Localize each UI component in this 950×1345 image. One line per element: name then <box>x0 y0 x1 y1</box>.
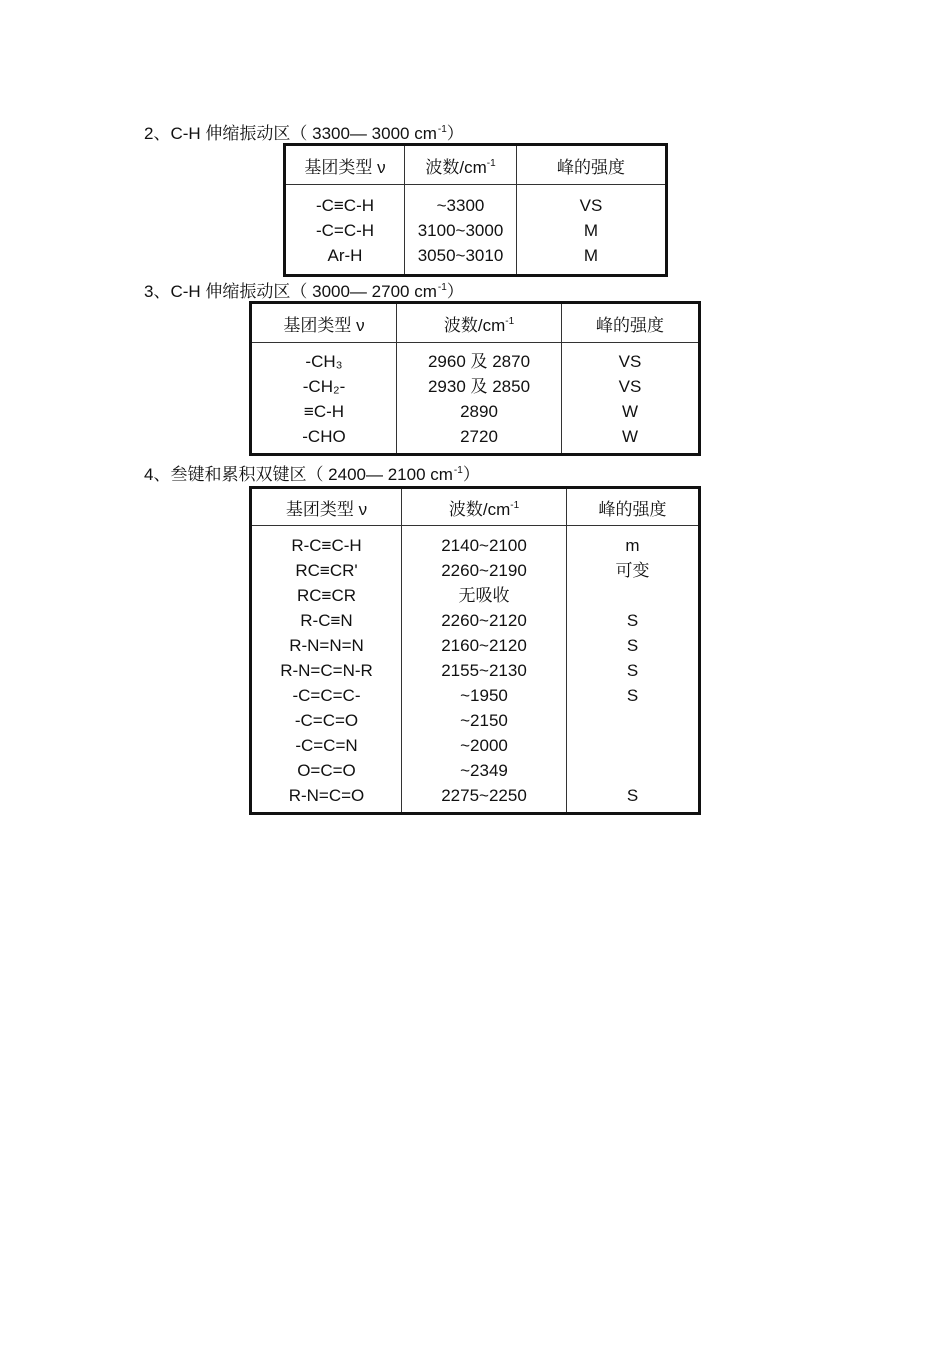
col-header-wavenumber <box>405 145 517 185</box>
cell-wavenumber: 2890 <box>460 402 498 421</box>
col-header-group: 基团类型 ν <box>251 488 402 526</box>
cell-wavenumber: ~2150 <box>460 711 508 730</box>
section-2-heading <box>144 120 464 144</box>
cell-group: -C=C=O <box>294 711 359 730</box>
cell-wavenumber: 2930 及 2850 <box>427 377 531 396</box>
table-section-2 <box>283 143 668 277</box>
header-superscript: -1 <box>510 499 520 511</box>
intensity-column <box>517 185 667 276</box>
heading-suffix: ） <box>446 124 464 143</box>
col-header-intensity: 峰的强度 <box>567 488 700 526</box>
col-header-intensity: 峰的强度 <box>562 303 700 343</box>
heading-text: 3、C-H 伸缩振动区（ 3000— 2700 cm <box>144 282 437 301</box>
section-3-heading <box>144 278 464 302</box>
cell-wavenumber: 2260~2120 <box>441 611 527 630</box>
intensity-column <box>562 343 700 455</box>
cell-group: Ar-H <box>327 246 363 265</box>
header-superscript: -1 <box>486 157 496 169</box>
cell-group: RC≡CR' <box>295 561 358 580</box>
col-header-wavenumber-text: 波数/cm <box>448 499 511 519</box>
cell-intensity: VS <box>618 377 642 396</box>
cell-intensity: S <box>626 786 639 805</box>
cell-intensity: W <box>621 402 639 421</box>
cell-intensity <box>567 758 698 783</box>
cell-intensity: M <box>583 221 599 240</box>
cell-group: O=C=O <box>297 761 356 780</box>
cell-wavenumber: ~1950 <box>460 686 508 705</box>
cell-intensity <box>567 733 698 758</box>
header-superscript: -1 <box>505 315 515 327</box>
cell-group: R-N=C=N-R <box>280 661 373 680</box>
cell-group: -CHO <box>302 427 346 446</box>
cell-group: R-C≡N <box>300 611 353 630</box>
cell-wavenumber: ~3300 <box>436 196 485 215</box>
heading-text: 2、C-H 伸缩振动区（ 3300— 3000 cm <box>144 124 437 143</box>
cell-group: ≡C-H <box>303 402 345 421</box>
intensity-column <box>567 526 700 814</box>
cell-intensity: S <box>626 611 639 630</box>
cell-intensity: 可变 <box>615 561 650 580</box>
cell-wavenumber: 无吸收 <box>458 586 510 605</box>
cell-intensity: S <box>626 636 639 655</box>
cell-wavenumber: 3100~3000 <box>417 221 504 240</box>
heading-superscript: -1 <box>453 465 463 476</box>
col-header-group: 基团类型 ν <box>251 303 397 343</box>
cell-group: R-N=N=N <box>289 636 364 655</box>
group-column <box>285 185 405 276</box>
cell-wavenumber: 2155~2130 <box>441 661 527 680</box>
col-header-wavenumber <box>402 488 567 526</box>
col-header-wavenumber <box>397 303 562 343</box>
col-header-group: 基团类型 ν <box>285 145 405 185</box>
cell-intensity: S <box>626 686 639 705</box>
cell-group: -CH₃ <box>305 352 343 371</box>
group-column <box>251 526 402 814</box>
cell-intensity: m <box>625 536 640 555</box>
cell-wavenumber: ~2349 <box>460 761 508 780</box>
heading-superscript: -1 <box>437 282 447 293</box>
cell-group: R-N=C=O <box>288 786 365 805</box>
wavenumber-column <box>405 185 517 276</box>
section-4-heading <box>144 461 480 485</box>
cell-wavenumber: 2140~2100 <box>441 536 527 555</box>
heading-text: 4、叁键和累积双键区（ 2400— 2100 cm <box>144 465 453 484</box>
cell-intensity: W <box>621 427 639 446</box>
cell-wavenumber: ~2000 <box>460 736 508 755</box>
cell-wavenumber: 2260~2190 <box>441 561 527 580</box>
cell-intensity: VS <box>618 352 642 371</box>
cell-group: -C=C-H <box>315 221 375 240</box>
cell-intensity <box>567 583 698 608</box>
heading-suffix: ） <box>462 465 480 484</box>
wavenumber-column <box>397 343 562 455</box>
col-header-wavenumber-text: 波数/cm <box>443 315 506 335</box>
cell-wavenumber: 3050~3010 <box>417 246 504 265</box>
cell-group: -C≡C-H <box>315 196 375 215</box>
cell-wavenumber: 2275~2250 <box>441 786 527 805</box>
wavenumber-column <box>402 526 567 814</box>
cell-wavenumber: 2160~2120 <box>441 636 527 655</box>
cell-group: -C=C=C- <box>292 686 361 705</box>
table-section-3 <box>249 301 701 456</box>
cell-wavenumber: 2960 及 2870 <box>427 352 531 371</box>
heading-superscript: -1 <box>437 124 447 135</box>
heading-suffix: ） <box>446 282 464 301</box>
cell-intensity: S <box>626 661 639 680</box>
cell-group: -C=C=N <box>295 736 358 755</box>
cell-group: -CH₂- <box>302 377 346 396</box>
cell-group: R-C≡C-H <box>291 536 362 555</box>
col-header-wavenumber-text: 波数/cm <box>425 157 487 177</box>
cell-intensity <box>567 708 698 733</box>
cell-intensity: M <box>583 246 599 265</box>
cell-intensity: VS <box>579 196 603 215</box>
cell-wavenumber: 2720 <box>460 427 498 446</box>
group-column <box>251 343 397 455</box>
table-section-4 <box>249 486 701 815</box>
cell-group: RC≡CR <box>296 586 357 605</box>
col-header-intensity: 峰的强度 <box>517 145 667 185</box>
